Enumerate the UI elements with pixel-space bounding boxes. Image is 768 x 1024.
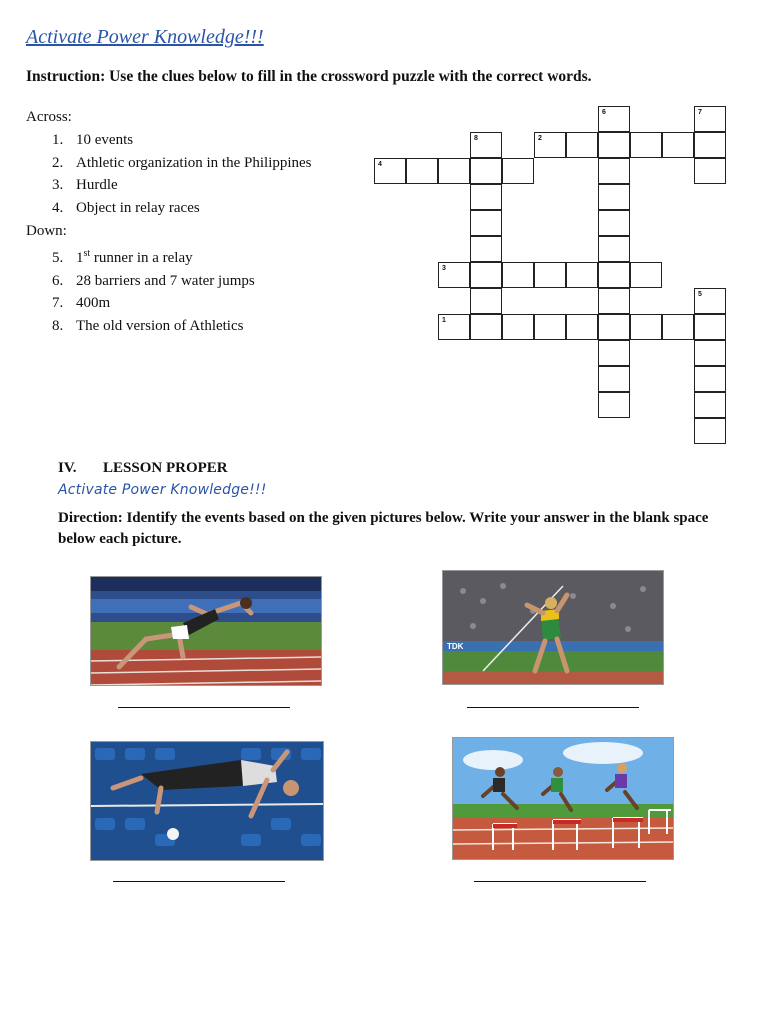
crossword-cell[interactable] <box>662 314 694 340</box>
crossword-cell[interactable] <box>694 158 726 184</box>
hurdlers-photo <box>452 737 674 860</box>
crossword-cell[interactable] <box>598 262 630 288</box>
answer-blank-4[interactable] <box>474 881 646 882</box>
clue-down-7: 7. 400m <box>52 295 111 312</box>
crossword-cell[interactable] <box>694 418 726 444</box>
crossword-cell[interactable] <box>406 158 438 184</box>
crossword-cell[interactable] <box>502 314 534 340</box>
crossword-cell[interactable] <box>470 210 502 236</box>
crossword-cell[interactable] <box>598 132 630 158</box>
crossword-clue-number: 7 <box>698 109 702 116</box>
crossword-cell[interactable] <box>630 132 662 158</box>
answer-blank-2[interactable] <box>467 707 639 708</box>
crossword-cell[interactable] <box>598 288 630 314</box>
crossword-clue-number: 6 <box>602 109 606 116</box>
crossword-cell[interactable] <box>470 184 502 210</box>
crossword-cell[interactable] <box>598 392 630 418</box>
crossword-cell[interactable] <box>630 262 662 288</box>
crossword-cell[interactable] <box>694 288 726 314</box>
javelin-thrower-photo <box>442 570 664 685</box>
crossword-cell[interactable] <box>470 262 502 288</box>
crossword-cell[interactable] <box>438 314 470 340</box>
crossword-cell[interactable] <box>374 158 406 184</box>
crossword-cell[interactable] <box>598 340 630 366</box>
crossword-cell[interactable] <box>470 314 502 340</box>
answer-blank-1[interactable] <box>118 707 290 708</box>
crossword-clue-number: 8 <box>474 135 478 142</box>
crossword-cell[interactable] <box>630 314 662 340</box>
crossword-cell[interactable] <box>534 132 566 158</box>
down-heading: Down: <box>26 222 67 239</box>
subtitle-handwritten: Activate Power Knowledge!!! <box>58 482 267 498</box>
crossword-cell[interactable] <box>598 184 630 210</box>
section-heading: IV. LESSON PROPER <box>58 460 228 476</box>
crossword-cell[interactable] <box>502 262 534 288</box>
crossword-cell[interactable] <box>598 236 630 262</box>
answer-blank-3[interactable] <box>113 881 285 882</box>
crossword-cell[interactable] <box>566 132 598 158</box>
crossword-cell[interactable] <box>662 132 694 158</box>
worksheet-title: Activate Power Knowledge!!! <box>26 26 264 48</box>
crossword-cell[interactable] <box>598 366 630 392</box>
instruction-text: Instruction: Use the clues below to fill in the crossword puzzle with the correct words. <box>26 68 592 85</box>
crossword-cell[interactable] <box>566 314 598 340</box>
crossword-cell[interactable] <box>694 340 726 366</box>
crossword-cell[interactable] <box>598 158 630 184</box>
crossword-cell[interactable] <box>694 106 726 132</box>
crossword-cell[interactable] <box>566 262 598 288</box>
crossword-clue-number: 4 <box>378 161 382 168</box>
direction-text: Direction: Identify the events based on the given pictures below. Write your answer in the blank space below each picture. <box>58 510 709 547</box>
clue-down-5: 5. 1st runner in a relay <box>52 247 193 266</box>
clue-across-1: 1. 10 events <box>52 131 134 148</box>
clue-across-2: 2. Athletic organization in the Philippines <box>52 154 312 171</box>
crossword-cell[interactable] <box>438 158 470 184</box>
crossword-cell[interactable] <box>694 132 726 158</box>
crossword-clue-number: 5 <box>698 291 702 298</box>
crossword-cell[interactable] <box>598 106 630 132</box>
crossword-cell[interactable] <box>470 236 502 262</box>
crossword-cell[interactable] <box>598 314 630 340</box>
clue-down-6: 6. 28 barriers and 7 water jumps <box>52 272 255 289</box>
crossword-clue-number: 2 <box>538 135 542 142</box>
crossword-cell[interactable] <box>470 288 502 314</box>
crossword-cell[interactable] <box>694 392 726 418</box>
sprinter-photo <box>90 576 322 686</box>
across-heading: Across: <box>26 109 72 125</box>
clues-list <box>26 106 312 338</box>
crossword-cell[interactable] <box>694 366 726 392</box>
crossword-clue-number: 1 <box>442 317 446 324</box>
crossword-cell[interactable] <box>470 158 502 184</box>
crossword-clue-number: 3 <box>442 265 446 272</box>
crossword-cell[interactable] <box>694 314 726 340</box>
crossword-cell[interactable] <box>502 158 534 184</box>
clue-down-8: 8. The old version of Athletics <box>52 318 244 335</box>
banner-tdk: TDK <box>447 642 464 651</box>
crossword-cell[interactable] <box>598 210 630 236</box>
clue-across-4: 4. Object in relay races <box>52 200 200 217</box>
crossword-cell[interactable] <box>534 314 566 340</box>
crossword-cell[interactable] <box>470 132 502 158</box>
high-jumper-photo <box>90 741 324 861</box>
clue-across-3: 3. Hurdle <box>52 177 118 194</box>
crossword-cell[interactable] <box>438 262 470 288</box>
crossword-cell[interactable] <box>534 262 566 288</box>
